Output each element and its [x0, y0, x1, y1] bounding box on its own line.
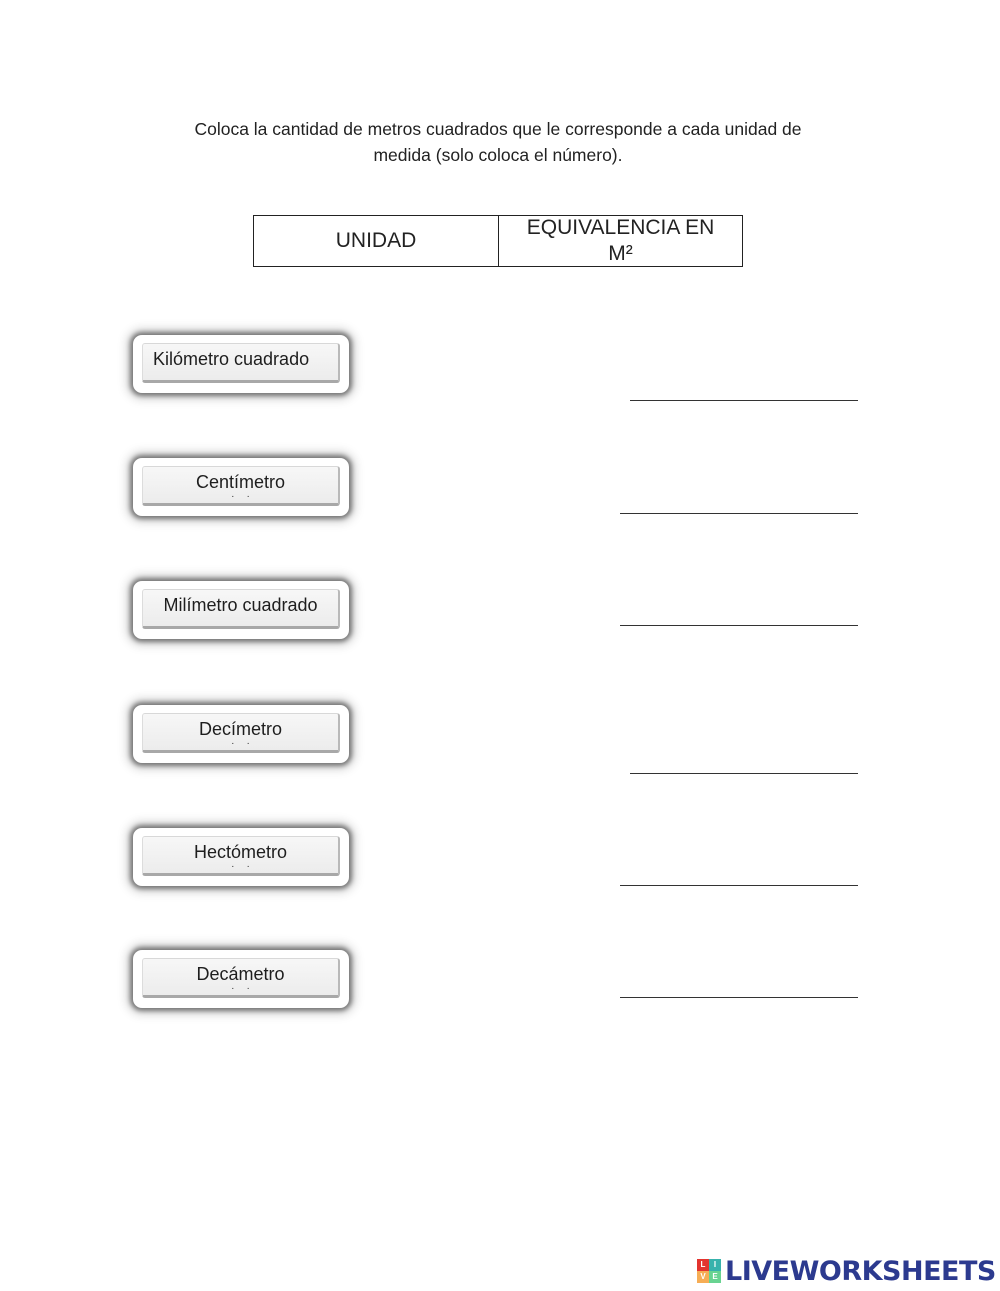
liveworksheets-logo-mark-icon — [697, 1259, 721, 1283]
unit-label-box-centimetro — [142, 466, 340, 506]
liveworksheets-logo-text: LIVEWORKSHEETS — [725, 1255, 996, 1287]
unit-card-decimetro[interactable] — [133, 705, 349, 763]
unit-label-kilometro-cuadrado: Kilómetro cuadrado — [142, 343, 340, 383]
logo-mark-letter-i: I — [709, 1259, 721, 1271]
header-unit: UNIDAD — [254, 216, 499, 266]
unit-label-decametro: Decámetro — [196, 964, 285, 984]
unit-card-decametro[interactable] — [133, 950, 349, 1008]
answer-line-decametro[interactable] — [620, 997, 858, 998]
header-equivalence-line-1: EQUIVALENCIA EN — [526, 216, 715, 239]
logo-mark-letter-v: V — [697, 1271, 709, 1283]
header-table — [253, 215, 743, 267]
answer-line-decimetro[interactable] — [630, 773, 858, 774]
header-equivalence — [499, 216, 742, 266]
answer-line-centimetro[interactable] — [620, 513, 858, 514]
unit-label-centimetro: Centímetro — [195, 472, 286, 492]
logo-mark-letter-l: L — [697, 1259, 709, 1271]
answer-line-milimetro-cuadrado[interactable] — [620, 625, 858, 626]
header-equivalence-line-2: M² — [608, 242, 633, 265]
logo-mark-letter-e: E — [709, 1271, 721, 1283]
answer-line-hectometro[interactable] — [620, 885, 858, 886]
unit-card-milimetro-cuadrado[interactable] — [133, 581, 349, 639]
unit-dots-centimetro: ·· — [231, 491, 262, 502]
unit-label-decimetro: Decímetro — [198, 719, 283, 739]
instructions-line-1: Coloca la cantidad de metros cuadrados que le corresponde a cada unidad de — [194, 119, 802, 139]
unit-label-milimetro-cuadrado: Milímetro cuadrado — [142, 589, 340, 629]
unit-label-box-decimetro — [142, 713, 340, 753]
unit-card-hectometro[interactable] — [133, 828, 349, 886]
unit-label-box-hectometro — [142, 836, 340, 876]
unit-label-box-decametro — [142, 958, 340, 998]
unit-card-centimetro[interactable] — [133, 458, 349, 516]
instructions-line-2: medida (solo coloca el número). — [373, 145, 623, 165]
unit-card-kilometro-cuadrado[interactable] — [133, 335, 349, 393]
unit-dots-decametro: ·· — [231, 983, 262, 994]
answer-line-kilometro-cuadrado[interactable] — [630, 400, 858, 401]
unit-dots-decimetro: ·· — [231, 738, 262, 749]
instructions — [150, 116, 846, 168]
liveworksheets-logo — [697, 1256, 996, 1286]
unit-label-hectometro: Hectómetro — [193, 842, 288, 862]
unit-dots-hectometro: ·· — [231, 861, 262, 872]
